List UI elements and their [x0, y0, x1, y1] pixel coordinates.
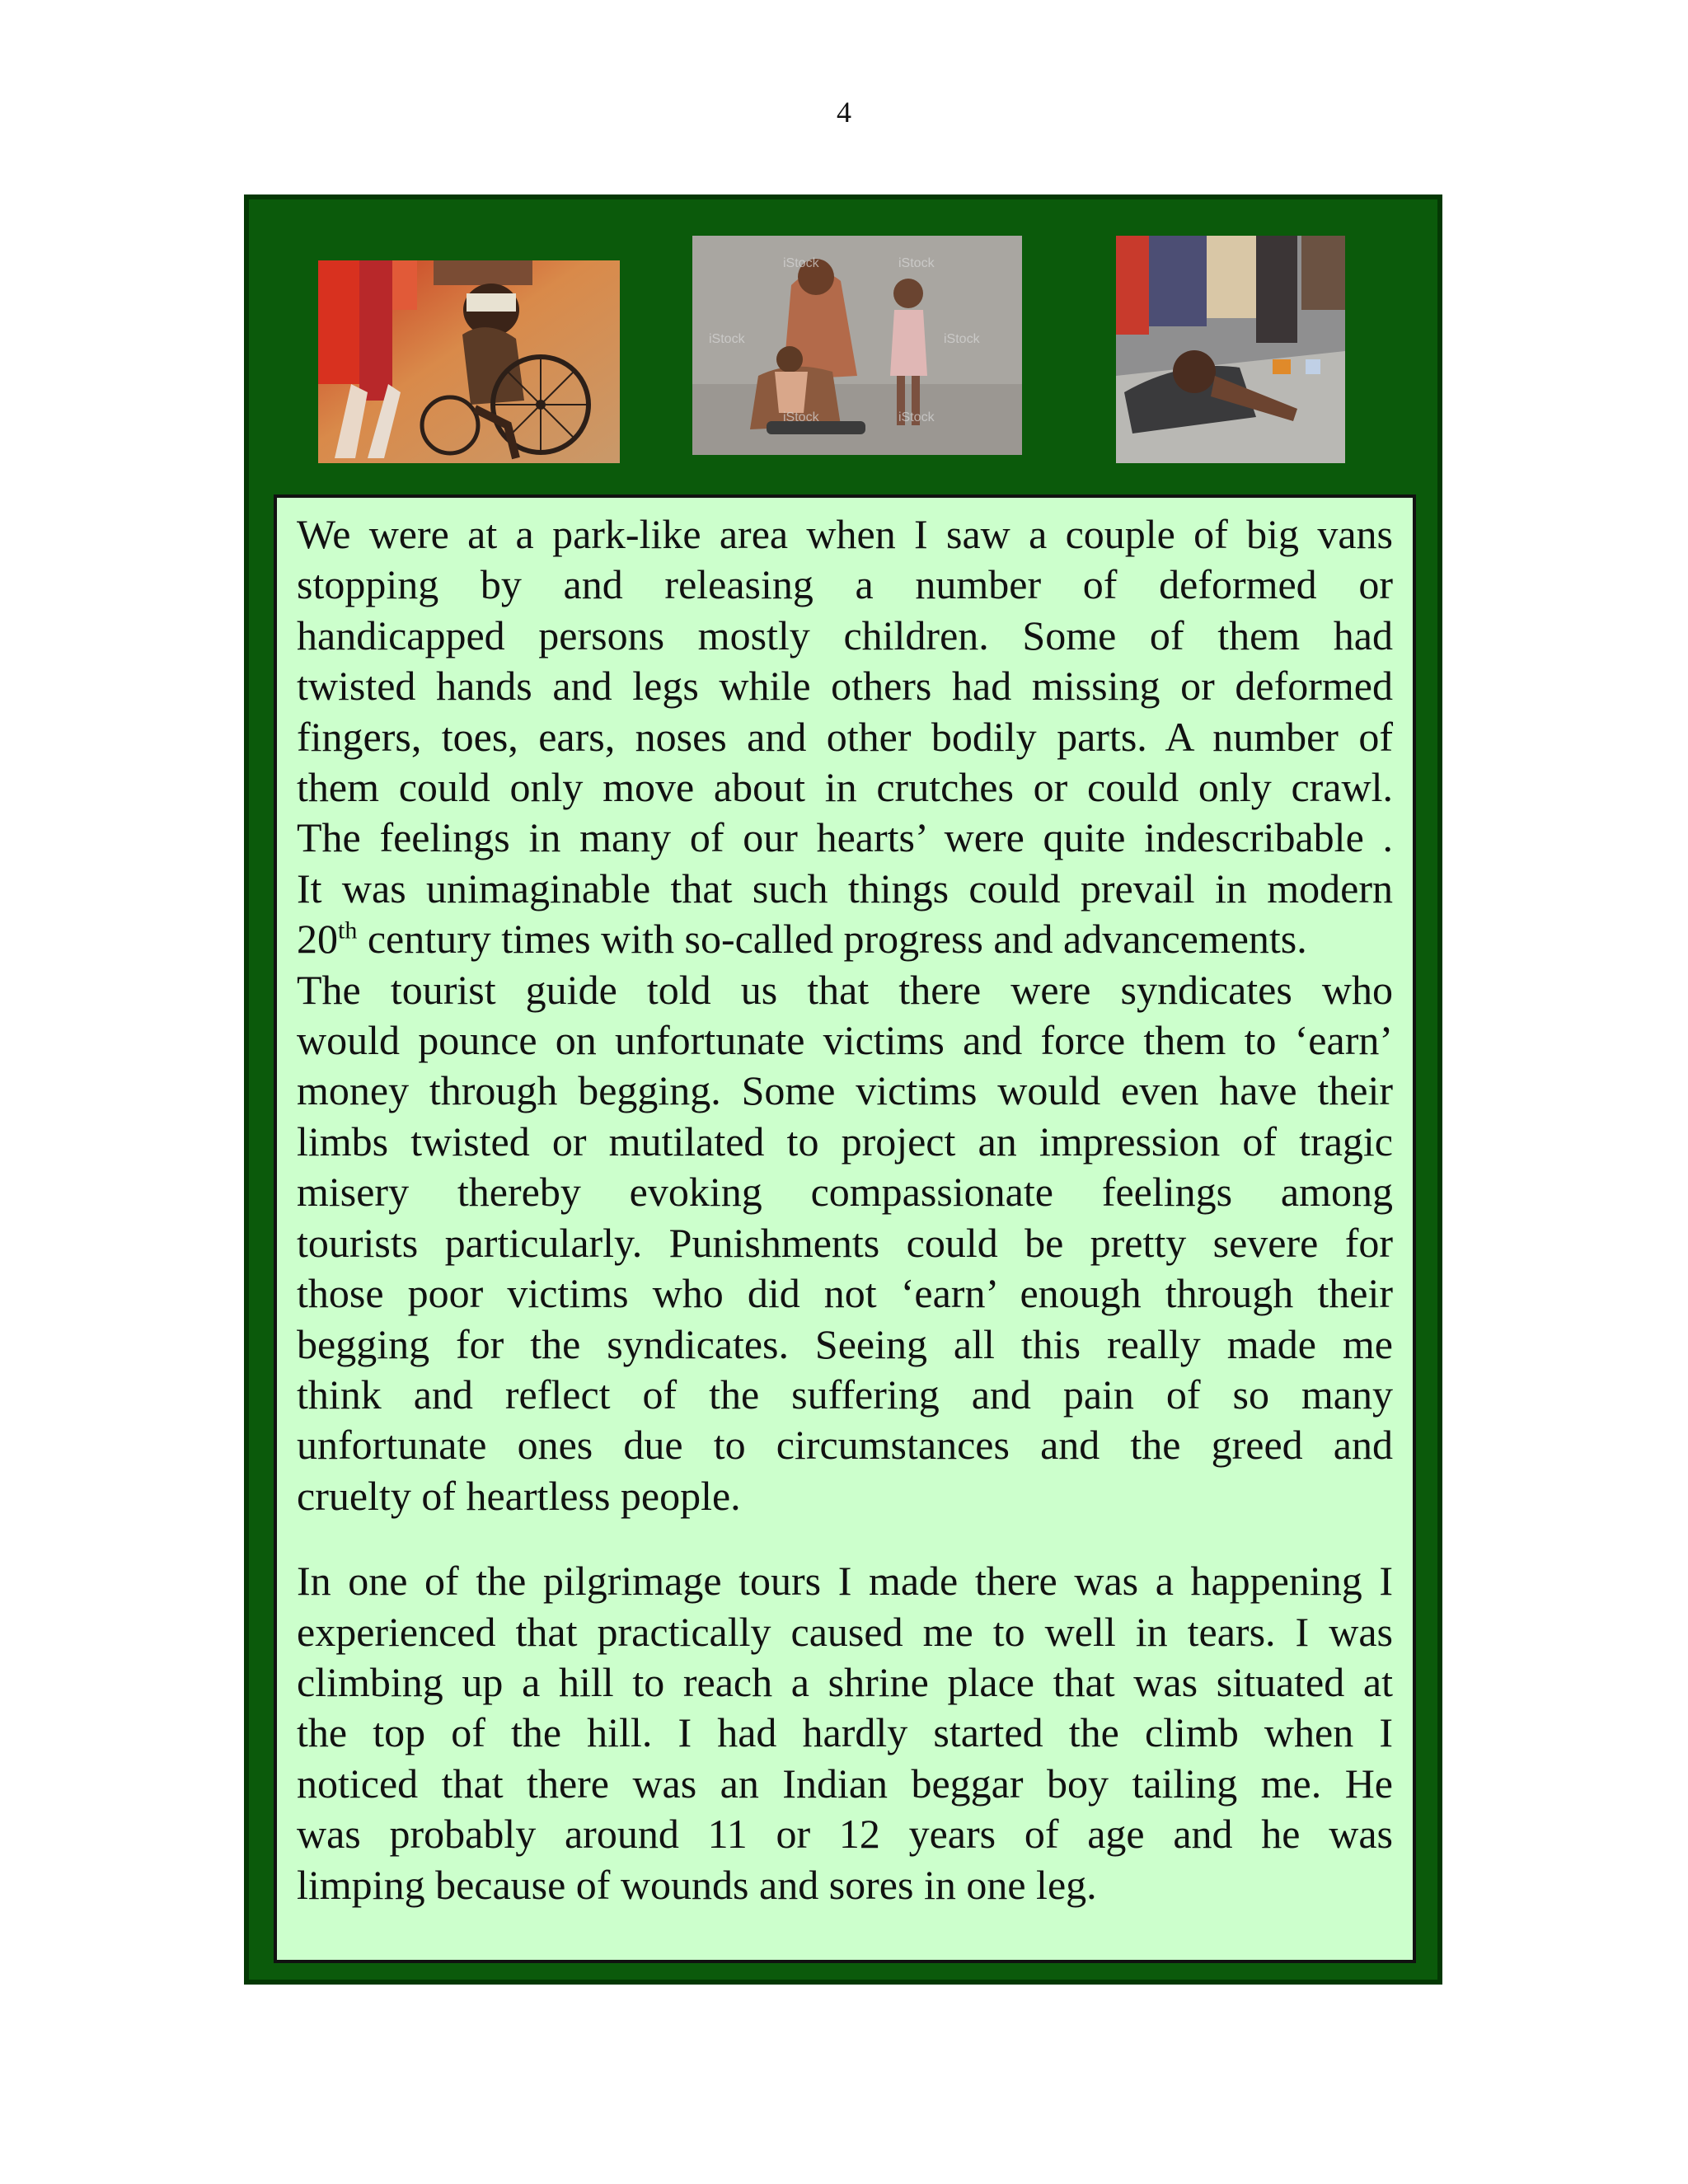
text-line: would pounce on unfortunate victims and force them to ‘earn’: [297, 1017, 1393, 1064]
text-line: The feelings in many of our hearts’ were quite indescribable .: [297, 814, 1393, 861]
text-line: think and reflect of the suffering and pain of so many: [297, 1371, 1393, 1418]
green-frame: [244, 194, 1442, 1985]
text-line: It was unimaginable that such things could prevail in modern: [297, 865, 1393, 912]
text-line: begging for the syndicates. Seeing all this really made me: [297, 1320, 1393, 1367]
text-line: experienced that practically caused me to well in tears. I was: [297, 1608, 1393, 1655]
photo-crawling-beggar: [1116, 236, 1345, 463]
text-line-with-superscript: [297, 914, 1393, 964]
svg-text:iStock: iStock: [783, 410, 819, 424]
text-line: The tourist guide told us that there were syndicates who: [297, 966, 1393, 1013]
text-line: those poor victims who did not ‘earn’ enough through their: [297, 1270, 1393, 1317]
svg-text:iStock: iStock: [709, 332, 745, 346]
svg-text:iStock: iStock: [898, 410, 935, 424]
text-line: unfortunate ones due to circumstances and the greed and: [297, 1422, 1393, 1469]
photo-wheelchair-child: [318, 260, 620, 463]
text-line: them could only move about in crutches or could only crawl.: [297, 764, 1393, 811]
ordinal-number: 20: [297, 916, 338, 963]
line-remainder: century times with so-called progress and advancements.: [357, 916, 1307, 963]
text-line: stopping by and releasing a number of deformed or: [297, 561, 1393, 608]
page-number: 4: [837, 96, 851, 129]
text-line: tourists particularly. Punishments could be pretty severe for: [297, 1219, 1393, 1266]
ordinal-suffix: th: [338, 916, 358, 944]
text-line: handicapped persons mostly children. Some of them had: [297, 612, 1393, 658]
paragraph-1: [297, 509, 1393, 1521]
text-line: climbing up a hill to reach a shrine place that was situated at: [297, 1658, 1393, 1705]
text-line: misery thereby evoking compassionate feelings among: [297, 1169, 1393, 1216]
svg-text:iStock: iStock: [783, 256, 819, 270]
paragraph-spacer: [297, 1521, 1393, 1556]
svg-text:iStock: iStock: [898, 256, 935, 270]
paragraph-2: [297, 1556, 1393, 1910]
text-line: noticed that there was an Indian beggar boy tailing me. He: [297, 1760, 1393, 1807]
svg-text:iStock: iStock: [944, 332, 980, 346]
text-line: the top of the hill. I had hardly started the climb when I: [297, 1709, 1393, 1756]
text-line: limping because of wounds and sores in one leg.: [297, 1861, 1097, 1908]
photo-beggar-mother-children: [692, 236, 1022, 455]
text-line: cruelty of heartless people.: [297, 1472, 741, 1519]
text-line: was probably around 11 or 12 years of age and he was: [297, 1811, 1393, 1858]
text-line: We were at a park-like area when I saw a couple of big vans: [297, 511, 1393, 557]
text-line: money through begging. Some victims would even have their: [297, 1067, 1393, 1114]
text-line: twisted hands and legs while others had missing or deformed: [297, 663, 1393, 710]
text-line: limbs twisted or mutilated to project an impression of tragic: [297, 1118, 1393, 1165]
story-text-box: [274, 494, 1416, 1963]
text-line: In one of the pilgrimage tours I made there was a happening I: [297, 1558, 1393, 1605]
text-line: fingers, toes, ears, noses and other bodily parts. A number of: [297, 713, 1393, 760]
